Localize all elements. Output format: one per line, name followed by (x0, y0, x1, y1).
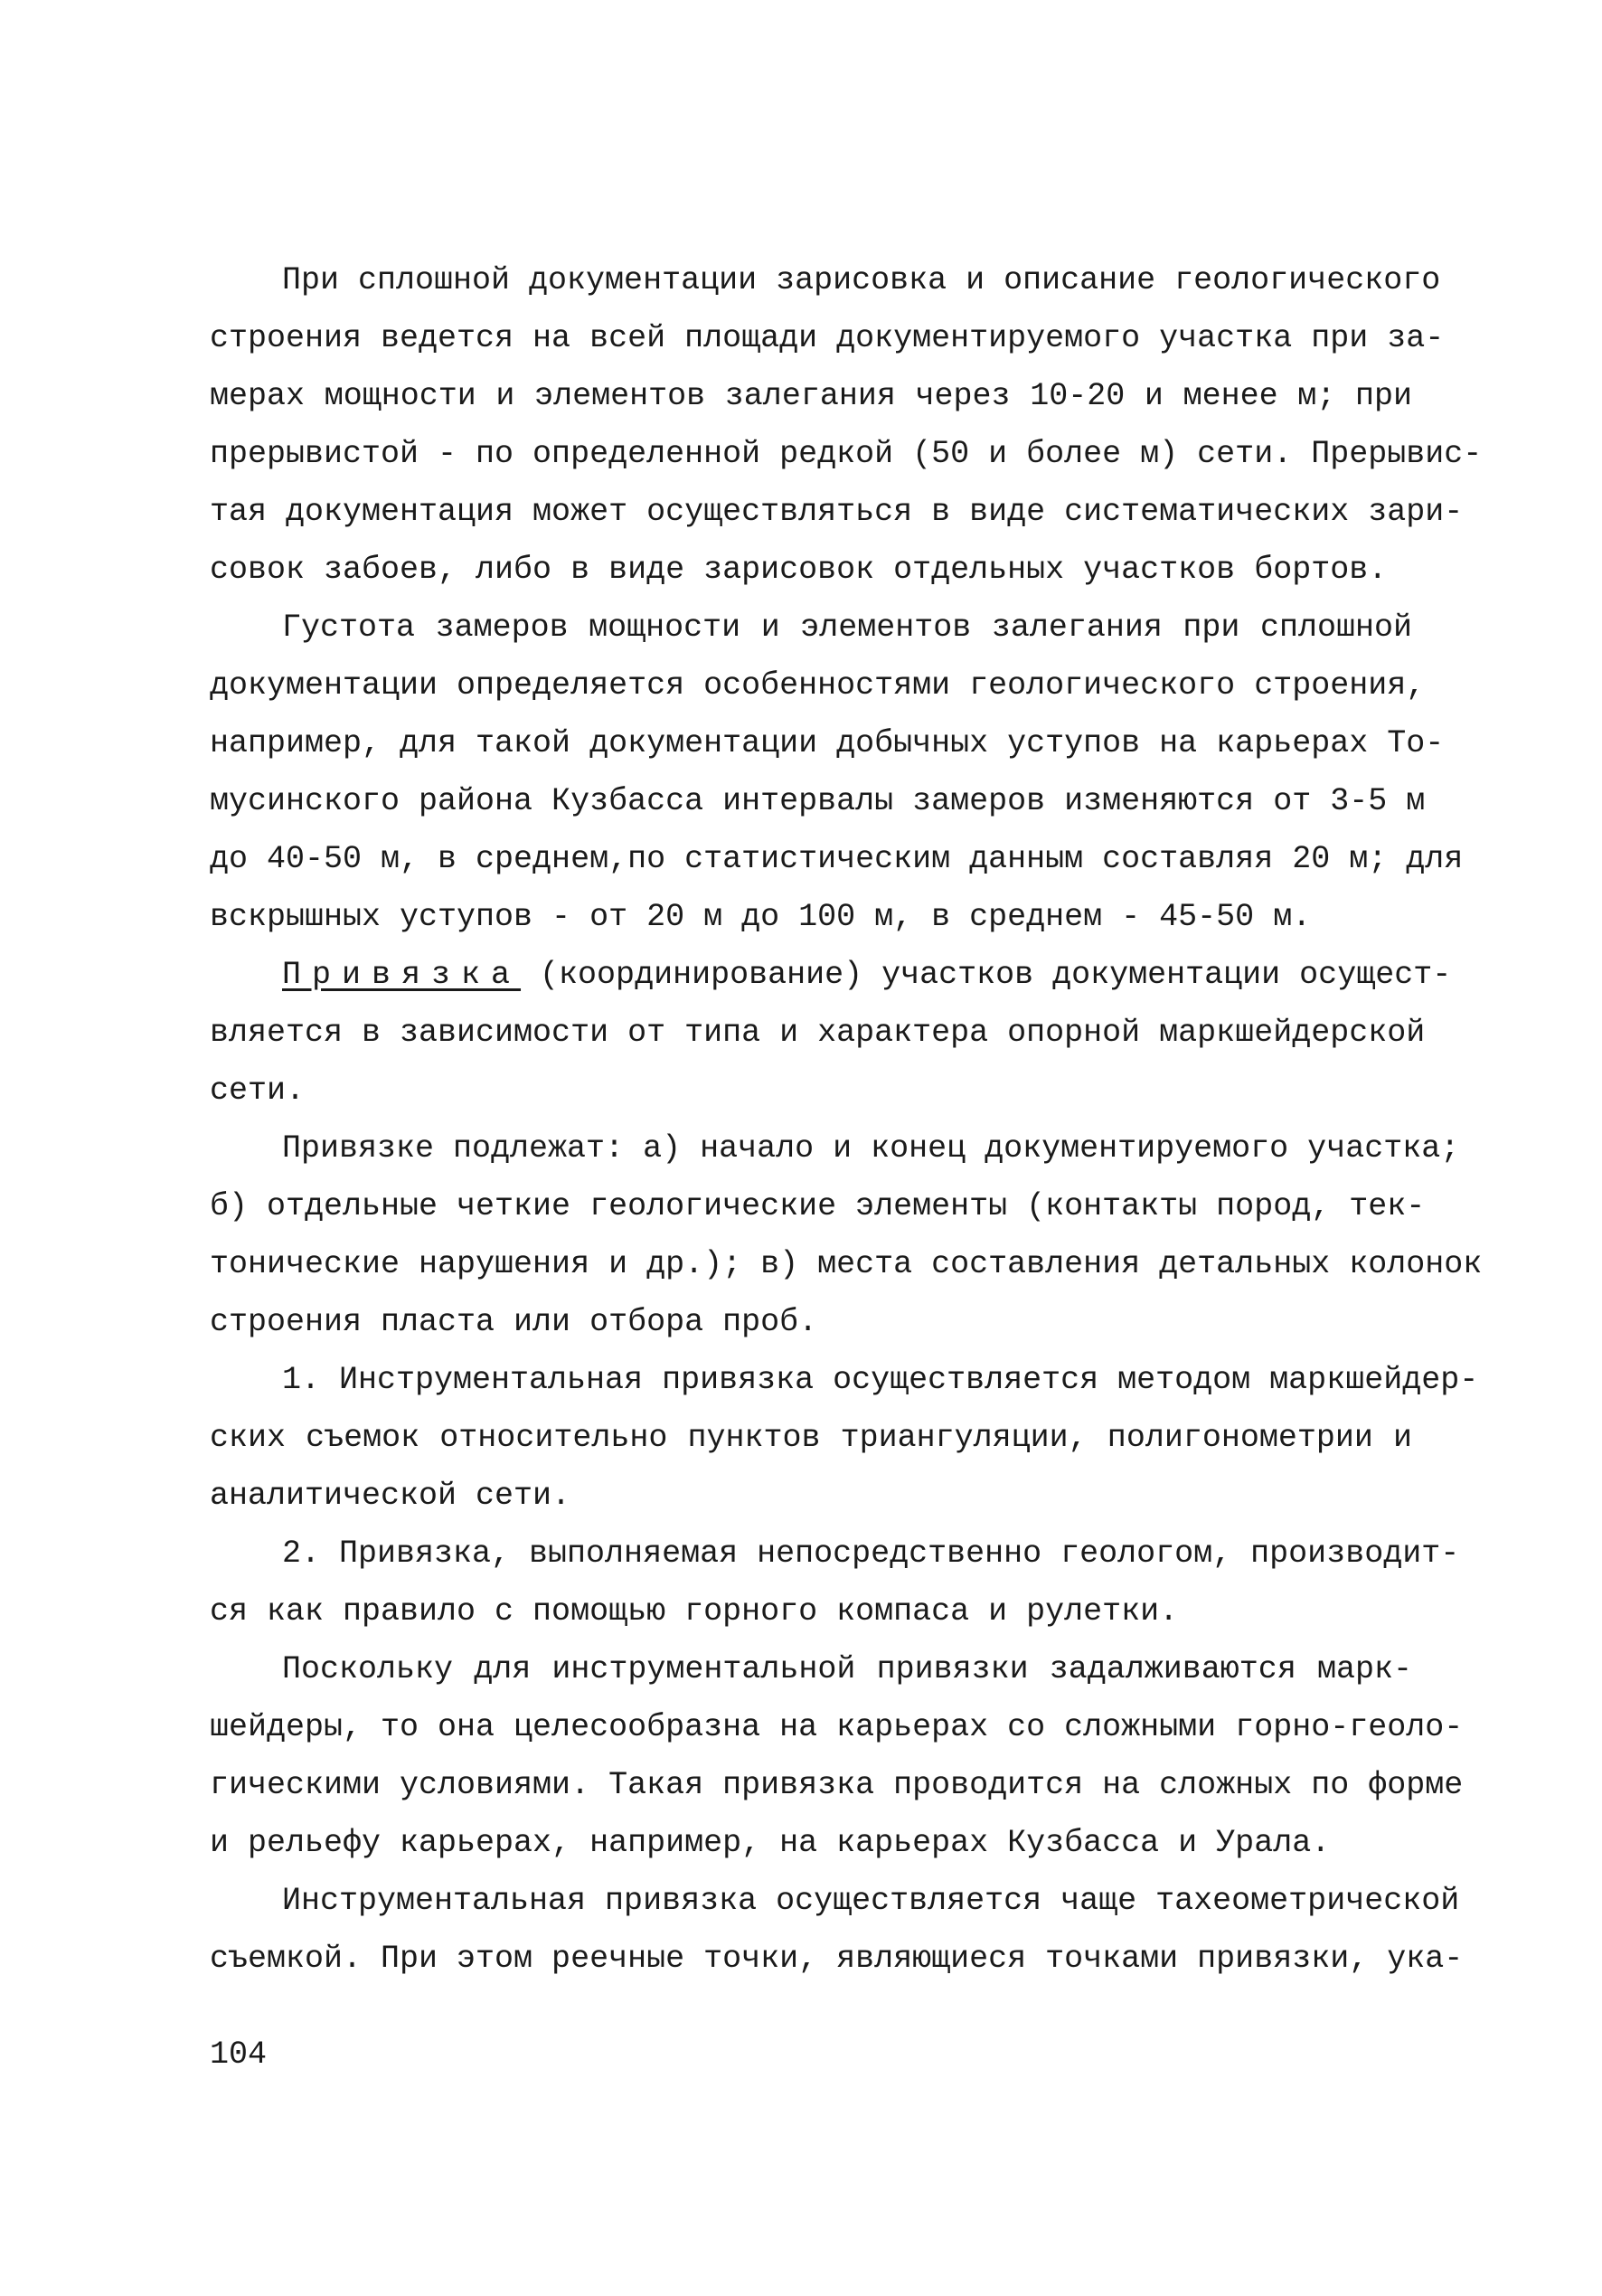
text-line: мусинского района Кузбасса интервалы замеров изменяются от 3-5 м (210, 783, 1426, 819)
text-line (210, 946, 1452, 1004)
text-line: Поскольку для инструментальной привязки задалживаются марк- (282, 1651, 1412, 1687)
text-line: совок забоев, либо в виде зарисовок отдельных участков бортов. (210, 552, 1388, 588)
text-line: Привязке подлежат: а) начало и конец документируемого участка; (282, 1130, 1460, 1167)
text-line: ся как правило с помощью горного компаса и рулетки. (210, 1593, 1179, 1630)
text-line: строения пласта или отбора проб. (210, 1304, 818, 1340)
text-line: до 40-50 м, в среднем,по статистическим данным составляя 20 м; для (210, 841, 1464, 877)
text-line: съемкой. При этом реечные точки, являющиеся точками привязки, ука- (210, 1941, 1464, 1977)
text-line: и рельефу карьерах, например, на карьерах Кузбасса и Урала. (210, 1825, 1331, 1861)
text-line: сети. (210, 1072, 306, 1109)
page-number: 104 (210, 2036, 268, 2073)
text-line: вляется в зависимости от типа и характера опорной маркшейдерской (210, 1015, 1426, 1051)
text-line: 1. Инструментальная привязка осуществляется методом маркшейдер- (282, 1362, 1479, 1398)
text-line: прерывистой - по определенной редкой (50 и более м) сети. Прерывис- (210, 436, 1483, 472)
text-line: вскрышных уступов - от 20 м до 100 м, в среднем - 45-50 м. (210, 899, 1312, 935)
text-line: мерах мощности и элементов залегания через 10-20 и менее м; при (210, 378, 1412, 414)
body-text (210, 251, 1483, 1988)
text-line: документации определяется особенностями геологического строения, (210, 667, 1426, 704)
text-line: гическими условиями. Такая привязка проводится на сложных по форме (210, 1767, 1464, 1803)
text-line: тая документация может осуществляться в виде систематических зари- (210, 494, 1464, 530)
spaced-term: Привязка (282, 957, 522, 993)
text-line: тонические нарушения и др.); в) места составления детальных колонок (210, 1246, 1483, 1282)
text-line: Инструментальная привязка осуществляется чаще тахеометрической (282, 1883, 1460, 1919)
text-line: ских съемок относительно пунктов триангуляции, полигонометрии и (210, 1420, 1412, 1456)
text-line: шейдеры, то она целесообразна на карьерах со сложными горно-геоло- (210, 1709, 1464, 1745)
text-line: 2. Привязка, выполняемая непосредственно геологом, производит- (282, 1535, 1460, 1572)
text-line: б) отдельные четкие геологические элементы (контакты пород, тек- (210, 1188, 1426, 1224)
text-line: строения ведется на всей площади документируемого участка при за- (210, 320, 1445, 356)
text-line-rest: (координирование) участков документации осущест- (540, 957, 1452, 993)
text-line: например, для такой документации добычных уступов на карьерах То- (210, 725, 1445, 761)
text-line: При сплошной документации зарисовка и описание геологического (282, 262, 1441, 298)
text-line: аналитической сети. (210, 1478, 571, 1514)
text-line: Густота замеров мощности и элементов залегания при сплошной (282, 609, 1412, 646)
